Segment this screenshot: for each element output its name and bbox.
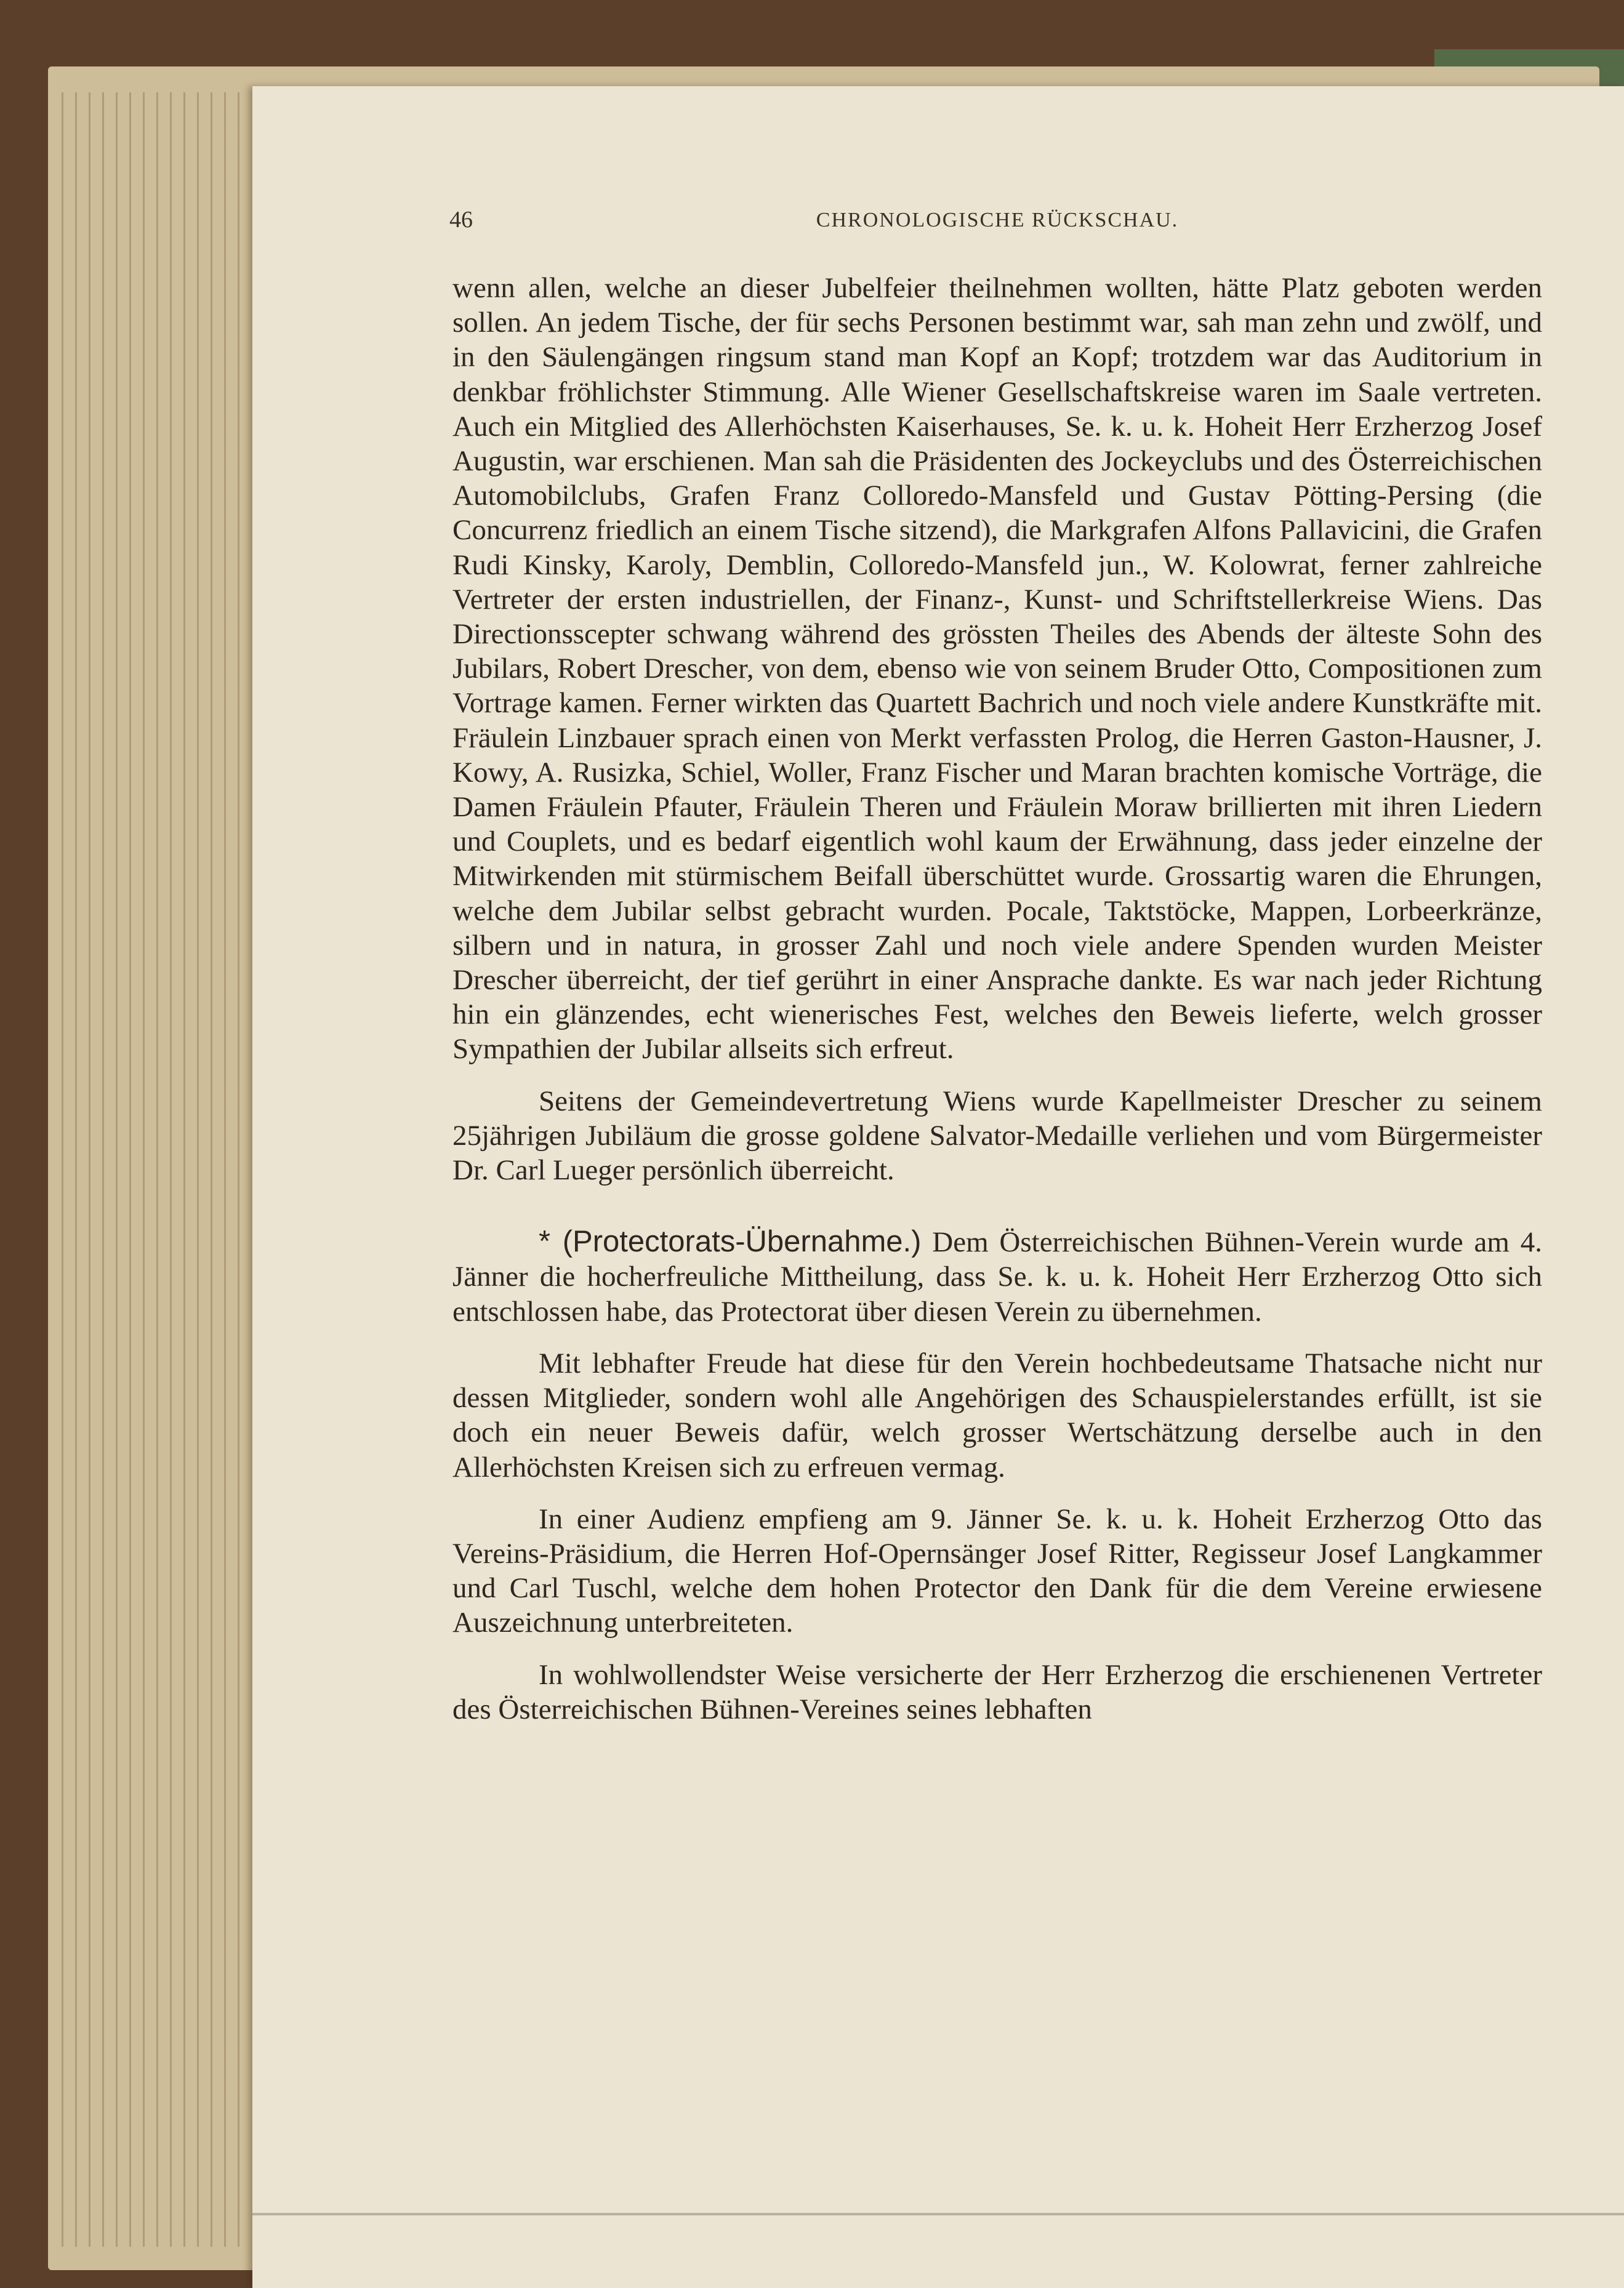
page-header: [449, 206, 1545, 243]
paragraph-3: [452, 1224, 1542, 1329]
section-title: * (Protectorats-Übernahme.): [539, 1225, 922, 1259]
page-edges: [62, 92, 246, 2247]
paragraph-4: Mit lebhafter Freude hat diese für den Verein hochbedeutsame Thatsache nicht nur dessen Mitglieder, sondern wohl alle Angehörigen des Schauspielerstandes erfüllt, ist sie doch ein neuer Beweis dafür, welch grosser Wertschätzung derselbe auch in den Allerhöchsten Kreisen sich zu erfreuen vermag.: [452, 1347, 1542, 1483]
bottom-rule: [252, 2213, 1624, 2215]
paragraph-6: In wohlwollendster Weise versicherte der Herr Erzherzog die erschienenen Vertreter des Österreichischen Bühnen-Vereines seines lebhaften: [452, 1658, 1542, 1725]
book-page: [252, 86, 1624, 2288]
paragraph-3-text: Dem Österreichischen Bühnen-Verein wurde am 4. Jänner die hocherfreuliche Mittheilung, dass Se. k. u. k. Hoheit Herr Erzherzog Otto sich entschlossen habe, das Protectorat über diesen Verein zu übernehmen.: [452, 1226, 1543, 1328]
paragraph-5: In einer Audienz empfieng am 9. Jänner Se. k. u. k. Hoheit Erzherzog Otto das Vereins-Präsidium, die Herren Hof-Opernsänger Josef Ritter, Regisseur Josef Langkammer und Carl Tuschl, welche dem hohen Protector den Dank für die dem Vereine erwiesene Auszeichnung unterbreiteten.: [452, 1503, 1542, 1639]
running-title: CHRONOLOGISCHE RÜCKSCHAU.: [816, 209, 1179, 231]
paragraph-1: wenn allen, welche an dieser Jubelfeier theilnehmen wollten, hätte Platz geboten werden sollen. An jedem Tische, der für sechs Personen bestimmt war, sah man zehn und zwölf, und in den Säulengängen ringsum stand man Kopf an Kopf; trotzdem war das Auditorium in denkbar fröhlichster Stimmung. Alle Wiener Gesellschaftskreise waren im Saale vertreten. Auch ein Mitglied des Allerhöchsten Kaiserhauses, Se. k. u. k. Hoheit Herr Erzherzog Josef Augustin, war erschienen. Man sah die Präsidenten des Jockeyclubs und des Österreichischen Automobilclubs, Grafen Franz Colloredo-Mansfeld und Gustav Pötting-Persing (die Concurrenz friedlich an einem Tische sitzend), die Markgrafen Alfons Pallavicini, die Grafen Rudi Kinsky, Karoly, Demblin, Colloredo-Mansfeld jun., W. Kolowrat, ferner zahlreiche Vertreter der ersten industriellen, der Finanz-, Kunst- und Schriftstellerkreise Wiens. Das Directionsscepter schwang während des grössten Theiles des Abends der älteste Sohn des Jubilars, Robert Drescher, von dem, ebenso wie von seinem Bruder Otto, Compositionen zum Vortrage kamen. Ferner wirkten das Quartett Bachrich und noch viele andere Kunstkräfte mit. Fräulein Linzbauer sprach einen von Merkt verfassten Prolog, die Herren Gaston-Hausner, J. Kowy, A. Rusizka, Schiel, Woller, Franz Fischer und Maran brachten komische Vorträge, die Damen Fräulein Pfauter, Fräulein Theren und Fräulein Moraw brillierten mit ihren Liedern und Couplets, und es bedarf eigentlich wohl kaum der Erwähnung, dass jeder einzelne der Mitwirkenden mit stürmischem Beifall überschüttet wurde. Grossartig waren die Ehrungen, welche dem Jubilar selbst gebracht wurden. Pocale, Taktstöcke, Mappen, Lorbeerkränze, silbern und in natura, in grosser Zahl und noch viele andere Spenden wurden Meister Drescher überreicht, der tief gerührt in einer Ansprache dankte. Es war nach jeder Richtung hin ein glänzendes, echt wienerisches Fest, welches den Beweis lieferte, welch grosser Sympathien der Jubilar allseits sich erfreut.: [452, 272, 1542, 1066]
paragraph-2: Seitens der Gemeindevertretung Wiens wurde Kapellmeister Drescher zu seinem 25jährigen Jubiläum die grosse goldene Salvator-Medaille verliehen und vom Bürgermeister Dr. Carl Lueger persönlich überreicht.: [452, 1085, 1542, 1187]
page-number: 46: [449, 207, 473, 233]
body-text: [452, 271, 1542, 1727]
